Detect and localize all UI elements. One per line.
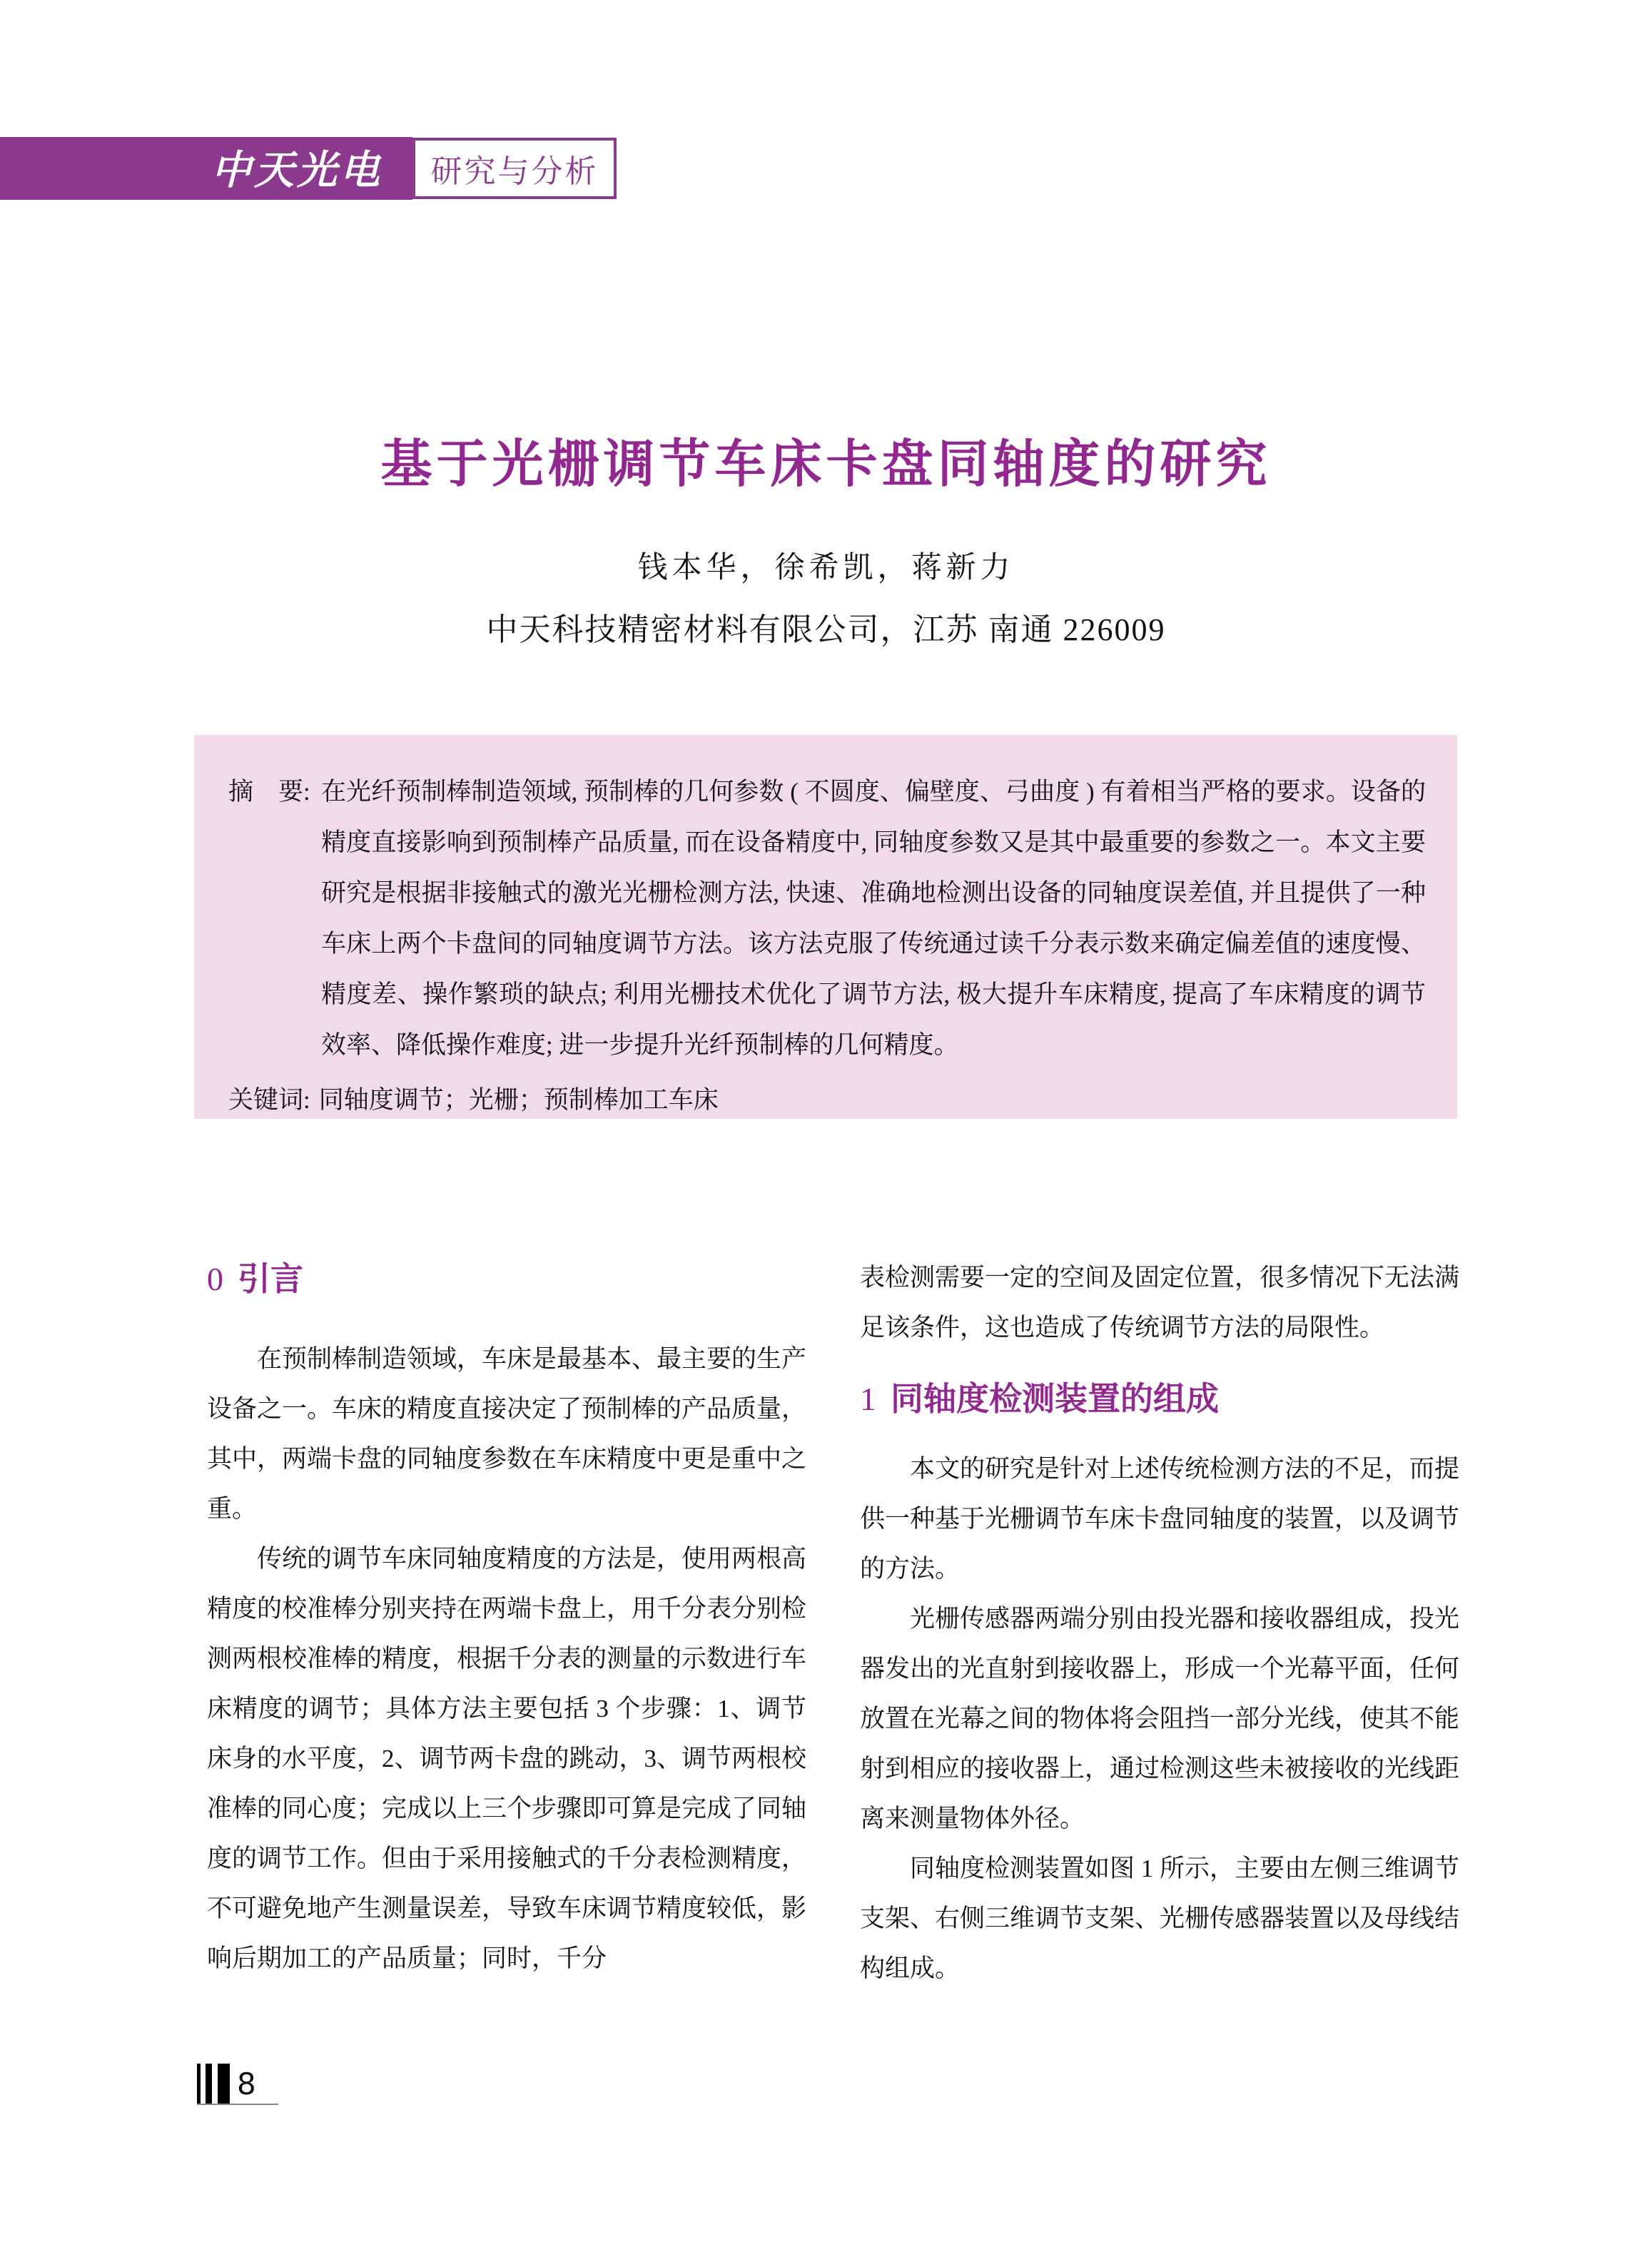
category-box xyxy=(412,138,617,199)
section-title-1: 同轴度检测装置的组成 xyxy=(891,1381,1219,1417)
paragraph: 本文的研究是针对上述传统检测方法的不足，而提供一种基于光栅调节车床卡盘同轴度的装置，以及调节的方法。 xyxy=(860,1455,1460,1583)
column-right xyxy=(860,1253,1459,1994)
affiliation-line: 中天科技精密材料有限公司，江苏 南通 226009 xyxy=(486,612,1166,647)
keywords-row xyxy=(228,1075,1426,1125)
paragraph-continuation: 表检测需要一定的空间及固定位置，很多情况下无法满足该条件，这也造成了传统调节方法的局限性。 xyxy=(860,1264,1460,1341)
section-heading-0 xyxy=(207,1253,806,1300)
abstract-panel xyxy=(194,735,1457,1119)
section-number-1: 1 xyxy=(860,1381,876,1417)
paragraph: 光栅传感器两端分别由投光器和接收器组成，投光器发出的光直射到接收器上，形成一个光幕平面，任何放置在光幕之间的物体将会阻挡一部分光线，使其不能射到相应的接收器上，通过检测这些未被接收的光线距离来测量物体外径。 xyxy=(860,1605,1460,1832)
footer-bar-thick xyxy=(218,2064,230,2104)
footer-rule xyxy=(197,2104,278,2105)
abstract-label: 摘 要: xyxy=(228,778,310,806)
paragraph: 同轴度检测装置如图 1 所示，主要由左侧三维调节支架、右侧三维调节支架、光栅传感器装置以及母线结构组成。 xyxy=(860,1855,1460,1982)
authors-line: 钱本华，徐希凯，蒋新力 xyxy=(637,552,1015,584)
keywords-text: 同轴度调节；光栅；预制棒加工车床 xyxy=(318,1086,719,1114)
section-heading-1 xyxy=(860,1373,1459,1420)
paragraph: 传统的调节车床同轴度精度的方法是，使用两根高精度的校准棒分别夹持在两端卡盘上，用千分表分别检测两根校准棒的精度，根据千分表的测量的示数进行车床精度的调节；具体方法主要包括 3 个步骤：1、调节床身的水平度，2、调节两卡盘的跳动，3、调节两根校准棒的同心度；完成以上三个步骤即可算是完成了同轴度的调节工作。但由于采用接触式的千分表检测精度，不可避免地产生测量误差，导致车床调节精度较低，影响后期加工的产品质量；同时，千分 xyxy=(207,1545,807,1972)
section-number-0: 0 xyxy=(207,1261,223,1297)
footer-bar-medium xyxy=(206,2064,212,2104)
section-title-0: 引言 xyxy=(238,1261,303,1297)
page-number: 8 xyxy=(237,2066,256,2101)
abstract-text: 在光纤预制棒制造领域, 预制棒的几何参数 ( 不圆度、偏壁度、弓曲度 ) 有着相当严格的要求。设备的精度直接影响到预制棒产品质量, 而在设备精度中, 同轴度参数又是其中最重要的参数之一。本文主要研究是根据非接触式的激光光栅检测方法, 快速、准确地检测出设备的同轴度误差值, 并且提供了一种车床上两个卡盘间的同轴度调节方法。该方法克服了传统通过读千分表示数来确定偏差值的速度慢、精度差、操作繁琐的缺点; 利用光栅技术优化了调节方法, 极大提升车床精度, 提高了车床精度的调节效率、降低操作难度; 进一步提升光纤预制棒的几何精度。 xyxy=(321,778,1426,1059)
article-title: 基于光栅调节车床卡盘同轴度的研究 xyxy=(380,436,1272,493)
footer-bars-icon xyxy=(197,2064,230,2104)
footer-bar-thin xyxy=(197,2064,201,2104)
keywords-label: 关键词: xyxy=(228,1086,310,1114)
journal-header-bar xyxy=(0,137,412,200)
category-label: 研究与分析 xyxy=(430,154,599,189)
paragraph: 在预制棒制造领域，车床是最基本、最主要的生产设备之一。车床的精度直接决定了预制棒的产品质量，其中，两端卡盘的同轴度参数在车床精度中更是重中之重。 xyxy=(207,1345,807,1523)
abstract-body xyxy=(228,766,1426,1070)
column-left xyxy=(207,1253,806,1984)
journal-logo: 中天光电 xyxy=(211,146,382,194)
